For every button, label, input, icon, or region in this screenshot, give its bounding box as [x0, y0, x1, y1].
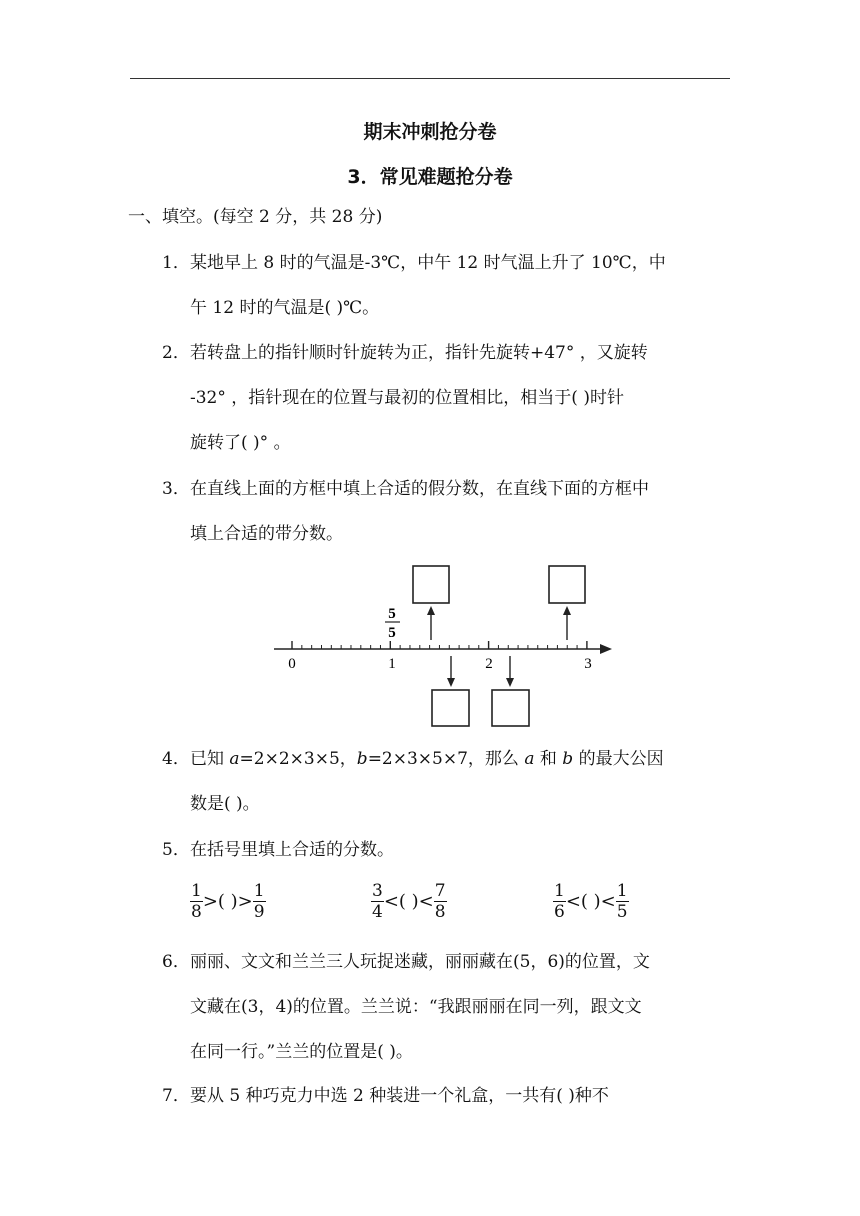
variable-b: b [356, 749, 368, 769]
question-2-line-3: 旋转了( )° 。 [190, 433, 291, 453]
question-number: 5． [162, 840, 190, 860]
arrow-down-1-head [447, 678, 455, 687]
text-segment: =2×2×3×5， [239, 749, 357, 769]
question-text: 在括号里填上合适的分数。 [190, 840, 394, 860]
question-number: 7． [162, 1086, 190, 1106]
text-segment: 和 [534, 749, 563, 769]
denominator: 5 [616, 902, 628, 922]
question-text: 要从 5 种巧克力中选 2 种装进一个礼盒，一共有( )种不 [190, 1086, 609, 1106]
arrow-up-1-head [427, 606, 435, 615]
text-segment: =2×3×5×7，那么 [367, 749, 525, 769]
variable-a: a [229, 749, 240, 769]
tick-label-0: 0 [288, 656, 296, 672]
fraction [434, 881, 447, 922]
question-4-line-2: 数是( )。 [190, 794, 260, 814]
question-number: 2． [162, 343, 190, 363]
fraction [190, 881, 203, 922]
fraction [553, 881, 566, 922]
question-7-line-1 [162, 1084, 609, 1108]
answer-box-lower-1[interactable] [432, 690, 469, 726]
question-3-line-2: 填上合适的带分数。 [190, 524, 343, 544]
fraction [616, 881, 629, 922]
question-text: 丽丽、文文和兰兰三人玩捉迷藏，丽丽藏在(5，6)的位置，文 [190, 952, 650, 972]
fraction-comparison-2 [371, 881, 447, 922]
tick-label-2: 2 [485, 656, 493, 672]
question-number: 4． [162, 749, 190, 769]
question-2-line-2: -32° ，指针现在的位置与最初的位置相比，相当于( )时针 [190, 388, 624, 408]
denominator: 6 [554, 902, 565, 922]
question-text: 在直线上面的方框中填上合适的假分数，在直线下面的方框中 [190, 479, 649, 499]
section-heading: 一、填空。(每空 2 分，共 28 分) [128, 207, 383, 227]
number-line [274, 641, 612, 654]
page-title: 期末冲刺抢分卷 [363, 121, 497, 143]
fraction-denominator: 5 [388, 625, 396, 641]
denominator: 9 [253, 902, 265, 922]
numerator: 1 [554, 881, 565, 901]
page-subtitle: 3．常见难题抢分卷 [347, 166, 513, 188]
answer-box-upper-2[interactable] [549, 566, 585, 603]
text-segment: 已知 [190, 749, 230, 769]
variable-b: b [562, 749, 574, 769]
tick-label-3: 3 [584, 656, 592, 672]
question-6-line-2: 文藏在(3，4)的位置。兰兰说：“我跟丽丽在同一列，跟文文 [190, 997, 642, 1017]
question-number: 3． [162, 479, 190, 499]
denominator: 4 [372, 902, 383, 922]
denominator: 8 [434, 902, 446, 922]
numerator: 1 [253, 881, 265, 901]
tick-label-1: 1 [388, 656, 396, 672]
question-number: 6． [162, 952, 190, 972]
arrow-up-2-head [563, 606, 571, 615]
text-segment: 的最大公因 [573, 749, 664, 769]
numerator: 3 [372, 881, 383, 901]
fraction-comparison-1 [190, 881, 266, 922]
fraction-numerator: 5 [388, 606, 396, 622]
comparison-blank[interactable]: <( )< [565, 890, 616, 912]
ticks [292, 641, 587, 649]
numerator: 7 [434, 881, 446, 901]
numerator: 1 [616, 881, 628, 901]
comparison-blank[interactable]: >( )> [202, 890, 253, 912]
question-text: 若转盘上的指针顺时针旋转为正，指针先旋转+47° ，又旋转 [190, 343, 648, 363]
denominator: 8 [191, 902, 202, 922]
fraction-comparison-3 [553, 881, 629, 922]
answer-box-lower-2[interactable] [492, 690, 529, 726]
answer-box-upper-1[interactable] [413, 566, 449, 603]
numerator: 1 [191, 881, 202, 901]
fraction [253, 881, 266, 922]
question-6-line-3: 在同一行。”兰兰的位置是( )。 [190, 1042, 413, 1062]
arrow-down-2-head [506, 678, 514, 687]
question-6-line-1 [162, 950, 650, 974]
comparison-blank[interactable]: <( )< [383, 890, 434, 912]
question-number: 1． [162, 253, 190, 273]
question-5-line-1 [162, 838, 394, 862]
fraction [371, 881, 384, 922]
question-text: 某地早上 8 时的气温是-3℃，中午 12 时气温上升了 10℃，中 [190, 253, 666, 273]
question-4-line-1 [162, 747, 664, 771]
question-1-line-2: 午 12 时的气温是( )℃。 [190, 298, 380, 318]
variable-a: a [524, 749, 535, 769]
